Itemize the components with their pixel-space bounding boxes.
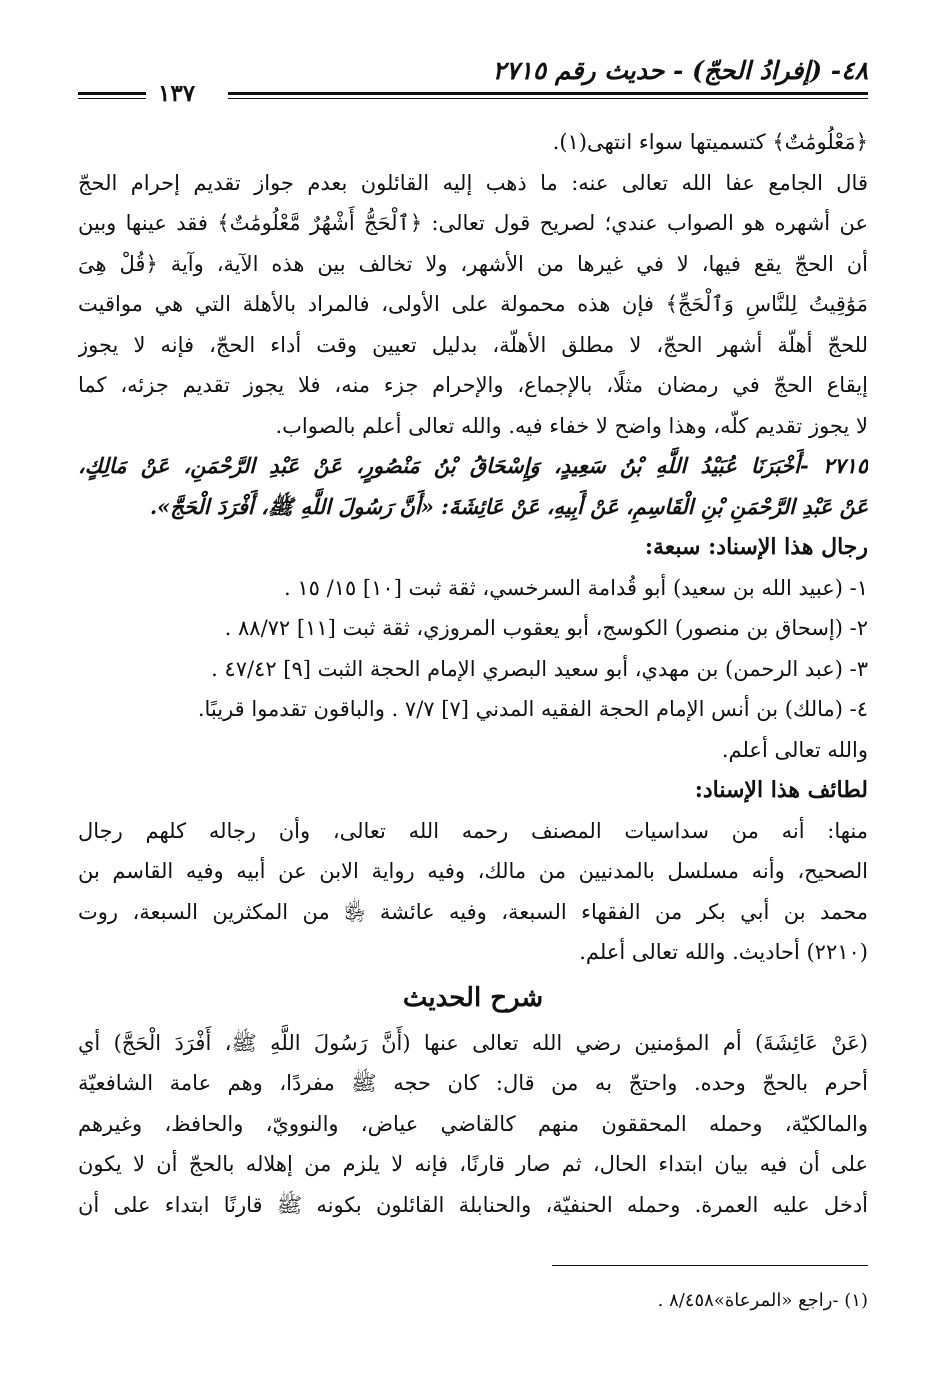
text-line: الصحيح، وأنه مسلسل بالمدنيين من مالك، وفيه رواية الابن عن أبيه وفيه القاسم بن <box>78 859 868 883</box>
narrator-item: ٤- (مالك) بن أنس الإمام الحجة الفقيه المدني [٧] ٧/٧ . والباقون تقدموا قريبًا. <box>197 697 868 721</box>
text-line: أدخل عليه العمرة. وحمله الحنفيّة، والحنابلة القائلون بكونه ﷺ قارنًا ابتداء على أن <box>78 1192 868 1217</box>
text-line: أحرم بالحجّ وحده. واحتجّ به من قال: كان حجه ﷺ مفردًا، وهم عامة الشافعيّة <box>78 1071 868 1095</box>
text-line: لا يجوز تقديم كلّه، وهذا واضح لا خفاء فيه. والله تعالى أعلم بالصواب. <box>275 413 868 438</box>
text-line: مَوَٰقِيتُ لِلنَّاسِ وَٱلْحَجِّ﴾ فإن هذه محمولة على الأولى، فالمراد بالأهلة التي هي مواقيت <box>78 292 868 316</box>
narrator-item: ٢- (إسحاق بن منصور) الكوسج، أبو يعقوب المروزي، ثقة ثبت [١١] ٨٨/٧٢ . <box>224 616 868 640</box>
text-line: منها: أنه من سداسيات المصنف رحمه الله تعالى، وأن رجاله كلهم رجال <box>78 818 868 843</box>
footnote: (١) -راجع «المرعاة»٨/٤٥٨ . <box>657 1290 868 1311</box>
page-number-rule-thick <box>78 92 146 95</box>
text-line: عن أشهره هو الصواب عندي؛ لصريح قول تعالى: ﴿ٱلْحَجُّ أَشْهُرٌ مَّعْلُومَٰتٌ﴾ فقد عينها وبين <box>78 211 868 235</box>
text-line: (٢٢١٠) أحاديث. والله تعالى أعلم. <box>579 940 868 964</box>
footnote-rule <box>552 1265 868 1266</box>
text-line: أن الحجّ يقع فيها، لا في غيرها من الأشهر، ولا تخالف بين هذه الآية، وآية ﴿قُلْ هِىَ <box>78 251 868 276</box>
section-heading-narrators: رجال هذا الإسناد: سبعة: <box>644 534 868 560</box>
text-line: إيقاع الحجّ في رمضان مثلًا، بالإجماع، والإحرام جزء منه، فلا يجوز تقديم جزئه، كما <box>78 373 868 397</box>
section-heading-explanation: شرح الحديث <box>402 982 544 1013</box>
text-line: والمالكيّة، وحمله المحققون منهم كالقاضي عياض، والنوويّ، والحافظ، وغيرهم <box>78 1111 868 1136</box>
header-rule-thick <box>228 92 868 95</box>
text-line: محمد بن أبي بكر من الفقهاء السبعة، وفيه عائشة ﵂ من المكثرين السبعة، روت <box>78 899 868 924</box>
hadith-line: عَنْ عَبْدِ الرَّحْمَنِ بْنِ الْقَاسِمِ، عَنْ أَبِيهِ، عَنْ عَائِشَةَ: «أَنَّ رَسُولَ اللَّهِ ﷺ، أَفْرَدَ الْحَجَّ». <box>149 493 868 519</box>
hadith-line: ٢٧١٥ -أَخْبَرَنَا عُبَيْدُ اللَّهِ بْنُ سَعِيدٍ، وَإِسْحَاقُ بْنُ مَنْصُورٍ، عَنْ عَبْدِ الرَّحْمَنِ، عَنْ مَالِكٍ، <box>78 453 868 478</box>
text-line: على أن فيه بيان ابتداء الحال، ثم صار قارنًا، فإنه لا يلزم من إهلاله بالحجّ أن لا يكون <box>78 1152 868 1176</box>
page-number: ١٣٧ <box>158 80 196 107</box>
body-text <box>78 122 868 1225</box>
text-line: للحجّ أهلّة أشهر الحجّ، لا مطلق الأهلّة، بدليل تعيين وقت أداء الحجّ، فإنه لا يجوز <box>78 332 868 357</box>
page-header <box>78 50 868 110</box>
text-line: ﴿مَعْلُومَٰتٌ﴾ كتسميتها سواء انتهى(١). <box>552 130 868 154</box>
text-line: قال الجامع عفا الله تعالى عنه: ما ذهب إليه القائلون بعدم جواز تقديم إحرام الحجّ <box>78 170 868 195</box>
running-title: ٤٨- (إفرادُ الحجّ) - حديث رقم ٢٧١٥ <box>492 56 868 85</box>
section-heading-subtleties: لطائف هذا الإسناد: <box>694 777 868 803</box>
text-line: والله تعالى أعلم. <box>721 737 868 762</box>
narrator-item: ٣- (عبد الرحمن) بن مهدي، أبو سعيد البصري الإمام الحجة الثبت [٩] ٤٧/٤٢ . <box>211 656 868 681</box>
text-line: (عَنْ عَائِشَةَ) أم المؤمنين رضي الله تعالى عنها (أَنَّ رَسُولَ اللَّهِ ﷺ، أَفْرَدَ الْحَجَّ) أي <box>78 1030 868 1055</box>
header-rule-thin <box>228 98 868 99</box>
narrator-item: ١- (عبيد الله بن سعيد) أبو قُدامة السرخسي، ثقة ثبت [١٠] ١٥/ ١٥ . <box>284 575 868 600</box>
page-number-rule-thin <box>78 98 146 99</box>
